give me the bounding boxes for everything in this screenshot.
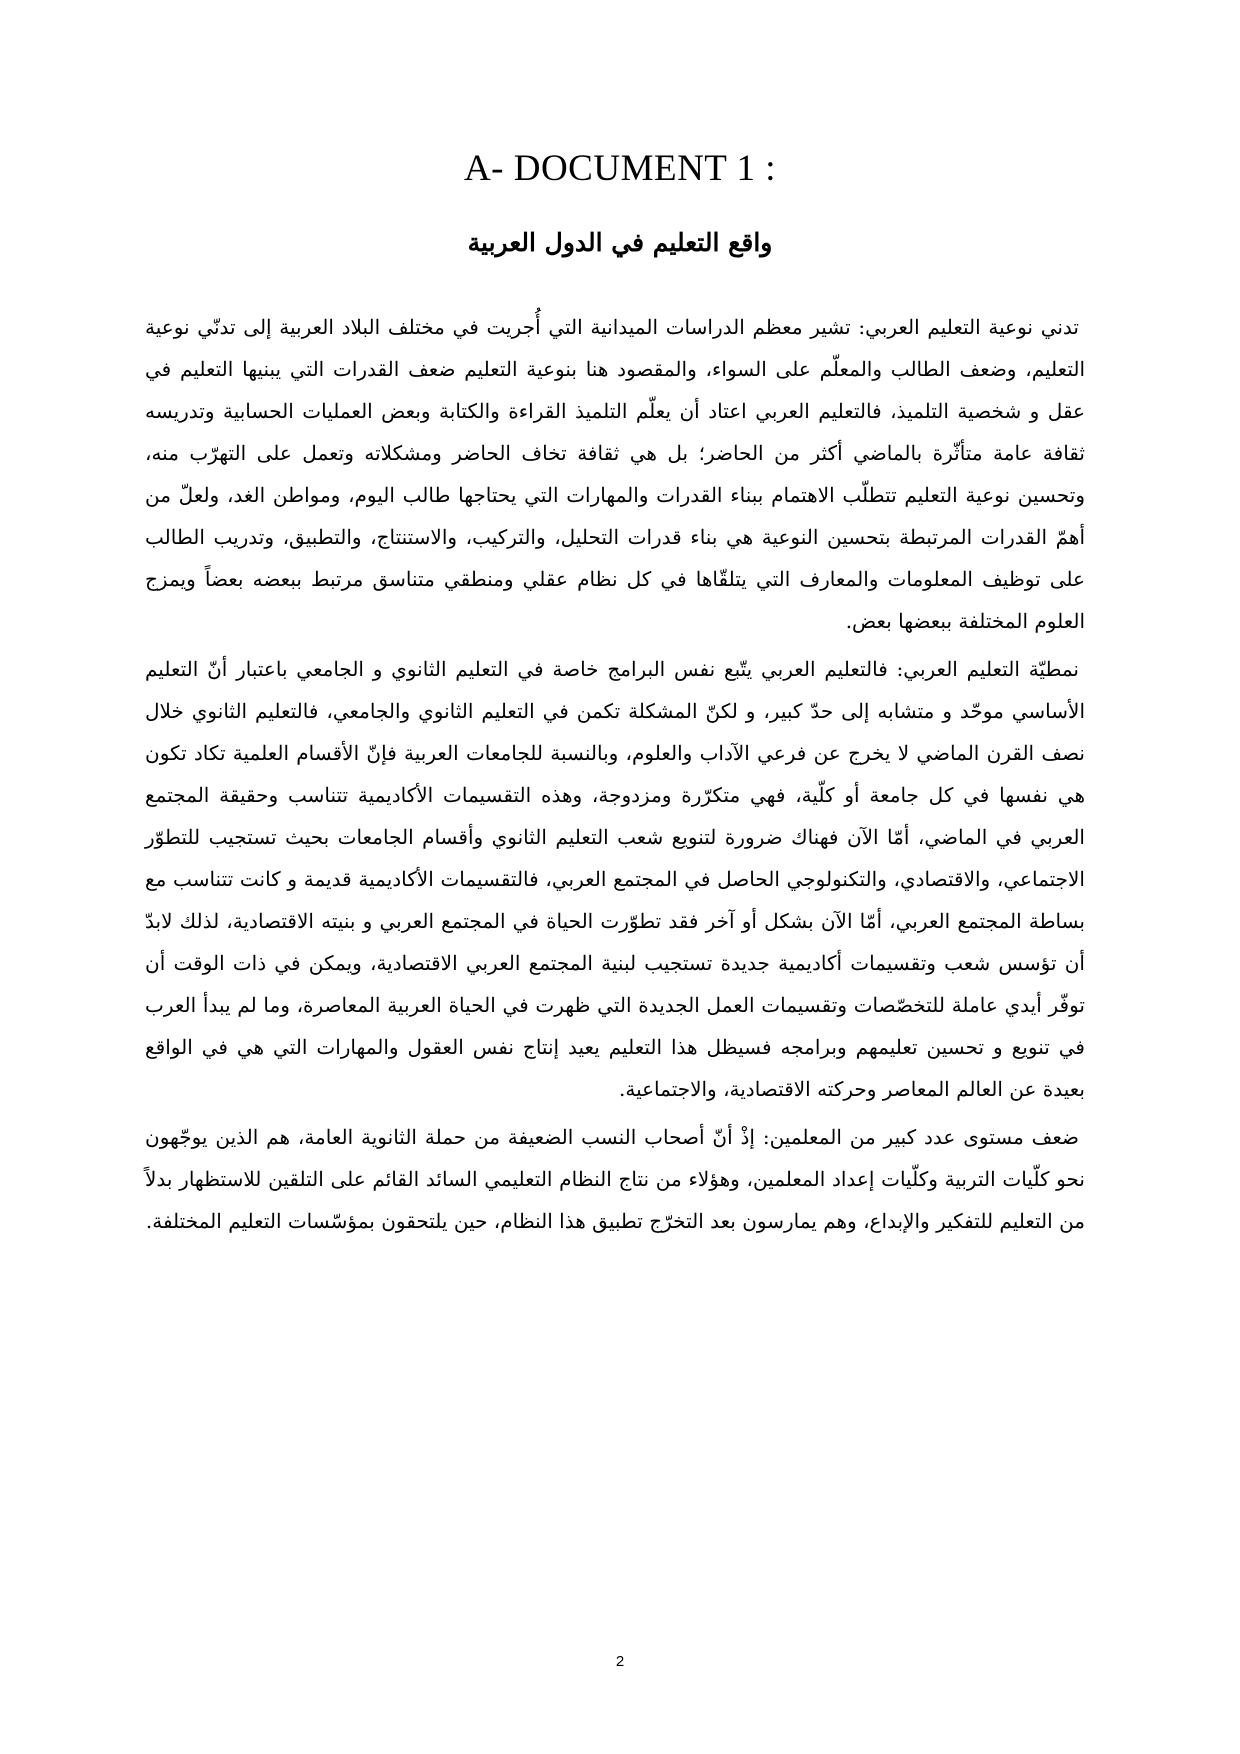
document-title: واقع التعليم في الدول العربية	[467, 228, 773, 257]
paragraph-teachers: ضعف مستوى عدد كبير من المعلمين: إذْ أنّ أصحاب النسب الضعيفة من حملة الثانوية العامة، هم الذين يوجّهون نحو كلّيات التربية وكلّيات إعداد المعلمين، وهؤلاء من نتاج النظام التعليمي السائد القائم على التلقين للاستظهار بدلاً من التعليم للتفكير والإبداع، وهم يمارسون بعد التخرّج تطبيق هذا النظام، حين يلتحقون بمؤسّسات التعليم المختلفة.	[145, 1125, 1085, 1233]
document-heading: A- DOCUMENT 1 :	[463, 148, 777, 189]
paragraph-quality: تدني نوعية التعليم العربي: تشير معظم الدراسات الميدانية التي أُجريت في مختلف البلاد العربية إلى تدنّي نوعية التعليم، وضعف الطالب والمعلّم على السواء، والمقصود هنا بنوعية التعليم ضعف القدرات التي يبنيها التعليم في عقل و شخصية التلميذ، فالتعليم العربي اعتاد أن يعلّم التلميذ القراءة والكتابة وبعض العمليات الحسابية وتدريسه ثقافة عامة متأثّرة بالماضي أكثر من الحاضر؛ بل هي ثقافة تخاف الحاضر ومشكلاته وتعمل على التهرّب منه، وتحسين نوعية التعليم تتطلّب الاهتمام ببناء القدرات والمهارات التي يحتاجها طالب اليوم، ومواطن الغد، ولعلّ من أهمّ القدرات المرتبطة بتحسين النوعية هي بناء قدرات التحليل، والتركيب، والاستنتاج، والتطبيق، وتدريب الطالب على توظيف المعلومات والمعارف التي يتلقّاها في كل نظام عقلي ومنطقي متناسق مرتبط ببعضه بعضاً ويمزج العلوم المختلفة ببعضها بعض.	[145, 315, 1085, 633]
document-body	[145, 306, 1085, 1248]
paragraph-stereotyping: نمطيّة التعليم العربي: فالتعليم العربي يتّبع نفس البرامج خاصة في التعليم الثانوي و الجامعي باعتبار أنّ التعليم الأساسي موحّد و متشابه إلى حدّ كبير، و لكنّ المشكلة تكمن في التعليم الثانوي والجامعي، فالتعليم الثانوي خلال نصف القرن الماضي لا يخرج عن فرعي الآداب والعلوم، وبالنسبة للجامعات العربية فإنّ الأقسام العلمية تكاد تكون هي نفسها في كل جامعة أو كلّية، فهي متكرّرة ومزدوجة، وهذه التقسيمات الأكاديمية تتناسب وحقيقة المجتمع العربي في الماضي، أمّا الآن فهناك ضرورة لتنويع شعب التعليم الثانوي وأقسام الجامعات بحيث تستجيب للتطوّر الاجتماعي، والاقتصادي، والتكنولوجي الحاصل في المجتمع العربي، فالتقسيمات الأكاديمية قديمة و كانت تتناسب مع بساطة المجتمع العربي، أمّا الآن بشكل أو آخر فقد تطوّرت الحياة في المجتمع العربي و بنيته الاقتصادية، لذلك لابدّ أن تؤسس شعب وتقسيمات أكاديمية جديدة تستجيب لبنية المجتمع العربي الاقتصادية، ويمكن في ذات الوقت أن توفّر أيدي عاملة للتخصّصات وتقسيمات العمل الجديدة التي ظهرت في الحياة العربية المعاصرة، وما لم يبدأ العرب في تنويع و تحسين تعليمهم وبرامجه فسيظل هذا التعليم يعيد إنتاج نفس العقول والمهارات التي هي في الواقع بعيدة عن العالم المعاصر وحركته الاقتصادية، والاجتماعية.	[145, 657, 1086, 1101]
page-number: 2	[615, 1653, 625, 1670]
